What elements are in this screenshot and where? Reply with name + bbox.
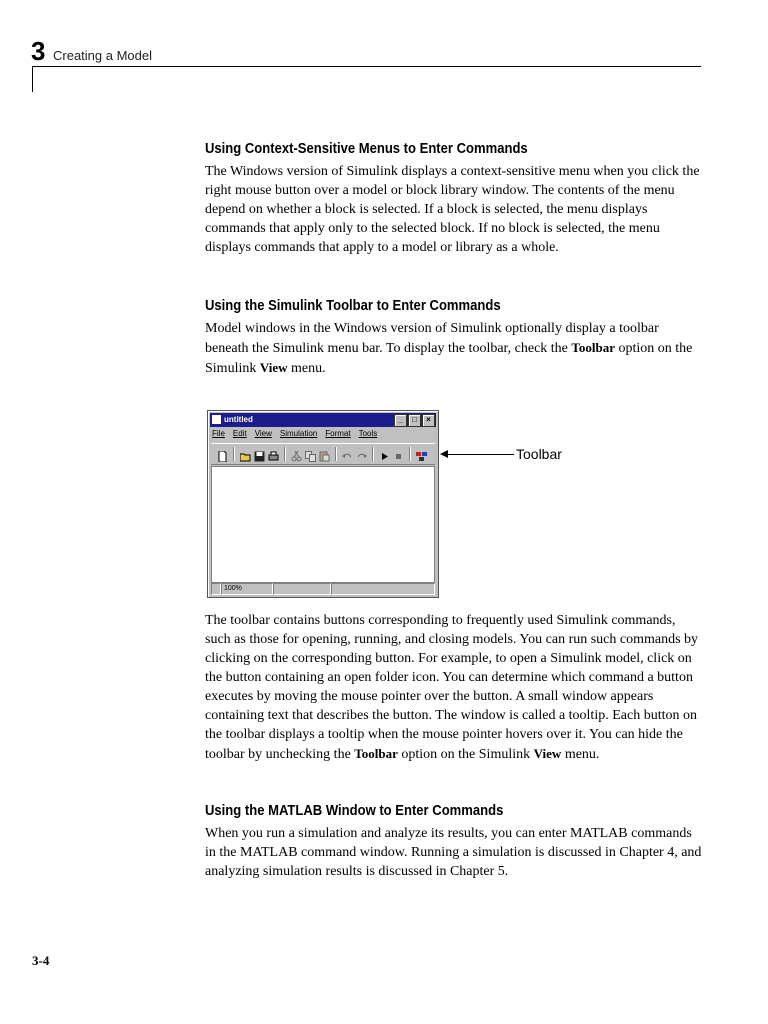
- paragraph: The toolbar contains buttons corresponding to frequently used Simulink commands, such as those for opening, running, and closing models. You can run such commands by clicking on the corresponding button. For example, to open a Simulink model, click on the button containing an open folder icon. You can determine which command a button executes by moving the mouse pointer over the button. A small window appears containing text that describes the button. The window is called a tooltip. Each button on the toolbar displays a tooltip when the mouse pointer hovers over it. You can hide the toolbar by unchecking the Toolbar option on the Simulink View menu.: [205, 613, 699, 762]
- maximize-icon: □: [408, 414, 421, 427]
- redo-icon: [356, 449, 367, 460]
- section-heading: Using the MATLAB Window to Enter Commands: [205, 803, 504, 819]
- paragraph: The Windows version of Simulink displays a context-sensitive menu when you click the right mouse button over a model or block library window. The contents of the menu depend on whether a block is selected. If a block is selected, the menu displays commands that apply only to the selected block. If no block is selected, the menu displays commands that apply to a model or library as a whole.: [205, 164, 700, 255]
- code-term: View: [533, 746, 562, 761]
- section-toolbar: [205, 298, 702, 378]
- library-browser-icon: [416, 449, 427, 460]
- start-icon: [379, 449, 390, 460]
- menu-edit: Edit: [232, 429, 247, 438]
- section-heading: Using the Simulink Toolbar to Enter Commands: [205, 298, 501, 314]
- zoom-level: 100%: [221, 583, 273, 595]
- open-icon: [240, 449, 251, 460]
- toolbar: [211, 443, 435, 465]
- model-window-figure: [207, 410, 439, 598]
- window-titlebar: [210, 413, 436, 427]
- section-heading: Using Context-Sensitive Menus to Enter Commands: [205, 141, 528, 157]
- save-icon: [254, 449, 265, 460]
- code-term: View: [259, 360, 288, 375]
- menu-format: Format: [325, 429, 351, 438]
- undo-icon: [342, 449, 353, 460]
- menu-file: File: [212, 429, 225, 438]
- chapter-number: 3: [31, 36, 46, 66]
- model-canvas: [211, 466, 435, 583]
- paragraph: When you run a simulation and analyze its results, you can enter MATLAB commands in the MATLAB command window. Running a simulation is discussed in Chapter 4, and analyzing simulation results is discussed in Chapter 5.: [205, 826, 702, 879]
- code-term: Toolbar: [571, 340, 615, 355]
- minimize-icon: _: [394, 414, 407, 427]
- header-rule: [32, 66, 701, 67]
- paragraph: Model windows in the Windows version of Simulink optionally display a toolbar beneath the Simulink menu bar. To display the toolbar, check the Toolbar option on the Simulink View menu.: [205, 321, 693, 376]
- menu-view: View: [254, 429, 272, 438]
- menu-tools: Tools: [358, 429, 378, 438]
- page-number: 3-4: [32, 953, 50, 968]
- section-matlab-window: [205, 803, 702, 881]
- copy-icon: [305, 449, 316, 460]
- new-icon: [217, 449, 228, 460]
- toolbar-callout-label: Toolbar: [516, 446, 562, 462]
- cut-icon: [291, 449, 302, 460]
- callout-arrow: [442, 454, 514, 455]
- menu-bar: [212, 429, 377, 438]
- close-icon: ×: [422, 414, 435, 427]
- menu-simulation: Simulation: [279, 429, 318, 438]
- code-term: Toolbar: [354, 746, 398, 761]
- print-icon: [268, 449, 279, 460]
- section-toolbar-continued: [205, 611, 702, 764]
- status-bar: [211, 583, 435, 595]
- window-title: untitled: [224, 415, 253, 424]
- header-tick: [32, 66, 33, 92]
- app-icon: [212, 415, 221, 424]
- paste-icon: [319, 449, 330, 460]
- stop-icon: [393, 449, 404, 460]
- chapter-title: Creating a Model: [53, 48, 152, 63]
- section-context-menus: [205, 141, 702, 257]
